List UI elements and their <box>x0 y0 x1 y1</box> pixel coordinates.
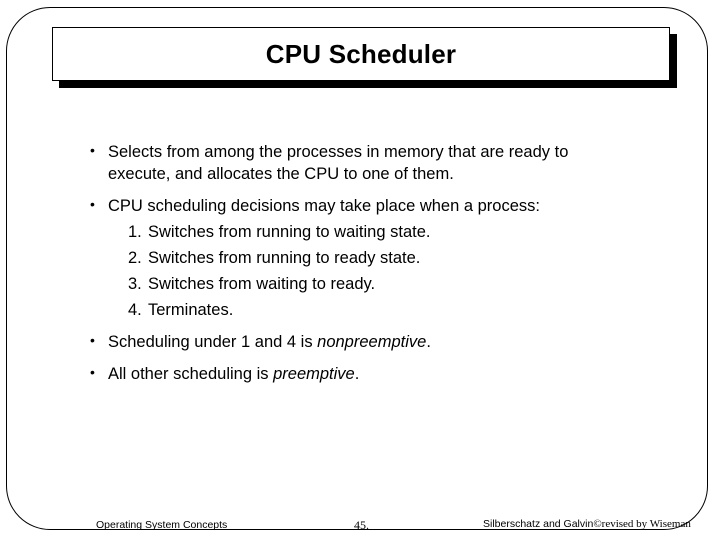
bullet-icon: • <box>90 142 95 158</box>
bullet-3-prefix: Scheduling under 1 and 4 is <box>108 333 318 351</box>
sublist-number: 1. <box>128 223 142 241</box>
bullet-icon: • <box>90 196 95 212</box>
footer-authors: Silberschatz and Galvin <box>483 518 594 530</box>
sublist-item: Switches from running to ready state. <box>148 249 421 267</box>
sublist-item: Switches from waiting to ready. <box>148 275 376 293</box>
sublist-number: 4. <box>128 301 142 319</box>
footer-page-number: 45. <box>354 518 369 532</box>
bullet-3-text <box>108 334 431 351</box>
footer-course-title: Operating System Concepts <box>96 519 228 531</box>
sublist-number: 3. <box>128 275 142 293</box>
bullet-icon: • <box>90 332 95 348</box>
sublist-item: Switches from running to waiting state. <box>148 223 431 241</box>
copyright-symbol: © <box>593 518 602 530</box>
bullet-4-prefix: All other scheduling is <box>108 365 274 383</box>
bullet-4-suffix: . <box>354 365 360 383</box>
sublist-number: 2. <box>128 249 142 267</box>
bullet-4-emphasis: preemptive <box>273 365 355 383</box>
bullet-3-emphasis: nonpreemptive <box>317 333 427 351</box>
sublist-item: Terminates. <box>148 301 234 319</box>
bullet-1-line-2: execute, and allocates the CPU to one of them. <box>108 165 454 183</box>
bullet-2-line-1: CPU scheduling decisions may take place when a process: <box>108 197 540 215</box>
bullet-icon: • <box>90 364 95 380</box>
title-box <box>52 27 670 81</box>
bullet-4-text <box>108 366 359 383</box>
footer-revised: revised by Wiseman <box>601 518 691 530</box>
slide-title: CPU Scheduler <box>265 38 457 69</box>
bullet-1-line-1: Selects from among the processes in memory that are ready to <box>108 143 569 161</box>
footer-credits <box>483 518 691 530</box>
bullet-3-suffix: . <box>426 333 431 351</box>
